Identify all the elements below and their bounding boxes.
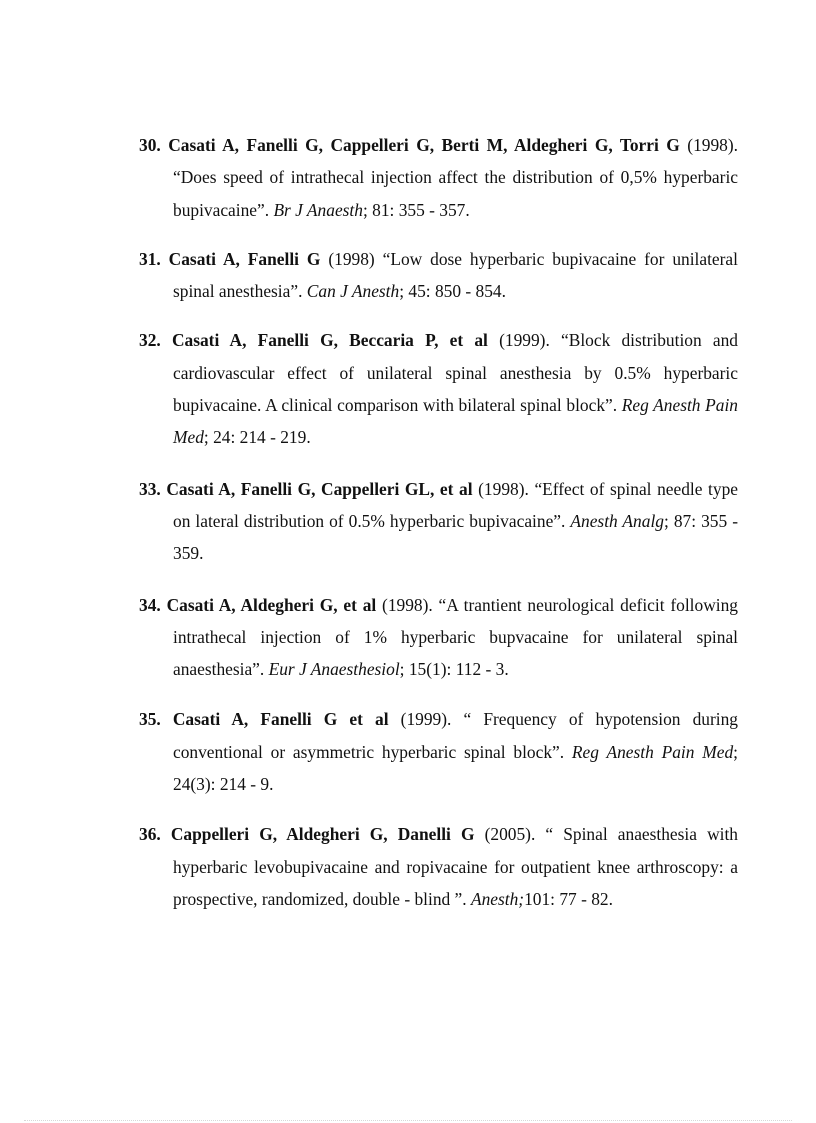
reference-journal: Br J Anaesth xyxy=(273,199,363,220)
reference-title: (1998) “Low dose hyperbaric bupivacaine for unilateral spinal anesthesia”. xyxy=(173,248,738,302)
reference-number: 34. xyxy=(139,594,161,615)
reference-citation: ; 81: 355 - 357. xyxy=(362,199,470,220)
reference-journal: Can J Anesth xyxy=(306,281,400,302)
reference-number: 33. xyxy=(139,478,161,499)
reference-item xyxy=(139,324,738,453)
reference-number: 35. xyxy=(139,709,161,730)
reference-journal: Reg Anesth Pain Med xyxy=(571,741,734,762)
reference-authors: Casati A, Fanelli G, Cappelleri G, Berti M, Aldegheri G, Torri G xyxy=(168,135,680,155)
reference-citation: ; 45: 850 - 854. xyxy=(399,281,506,302)
page-bottom-divider xyxy=(24,1120,792,1121)
reference-title: (1999). “Block distribution and cardiovascular effect of unilateral spinal anesthesia by 0.5% hyperbaric bupivacaine. A clinical comparison with bilateral spinal block”. xyxy=(173,330,738,416)
reference-title: (1998). “A trantient neurological deficit following intrathecal injection of 1% hyperbaric bupvacaine for unilateral spinal anaesthesia”. xyxy=(173,594,738,680)
reference-item xyxy=(139,589,738,686)
reference-number: 36. xyxy=(139,824,161,845)
reference-item xyxy=(139,129,738,226)
reference-authors: Casati A, Aldegheri G, et al xyxy=(166,594,377,615)
reference-citation: ; 24: 214 - 219. xyxy=(203,427,311,448)
reference-citation: ; 24(3): 214 - 9. xyxy=(173,741,739,795)
reference-list xyxy=(139,129,738,933)
reference-journal: Eur J Anaesthesiol xyxy=(268,659,400,680)
reference-title: (2005). “ Spinal anaesthesia with hyperbaric levobupivacaine and ropivacaine for outpatient knee arthroscopy: a prospective, randomized, double - blind ”. xyxy=(173,824,738,909)
reference-authors: Casati A, Fanelli G et al xyxy=(172,709,389,730)
reference-number: 31. xyxy=(139,248,161,269)
reference-journal: Reg Anesth Pain Med xyxy=(173,395,738,448)
reference-journal: Anesth; xyxy=(470,888,525,909)
reference-item xyxy=(139,818,738,915)
reference-authors: Casati A, Fanelli G, Cappelleri GL, et al xyxy=(166,478,473,499)
reference-citation: ; 15(1): 112 - 3. xyxy=(399,659,509,680)
reference-title: (1998). “Does speed of intrathecal injection affect the distribution of 0,5% hyperbaric bupivacaine”. xyxy=(173,135,739,220)
reference-title: (1999). “ Frequency of hypotension during conventional or asymmetric hyperbaric spinal block”. xyxy=(173,709,738,762)
reference-number: 32. xyxy=(139,330,161,351)
reference-number: 30. xyxy=(139,135,161,155)
reference-item xyxy=(139,473,738,570)
reference-citation: 101: 77 - 82. xyxy=(524,888,613,909)
reference-journal: Anesth Analg xyxy=(570,510,664,531)
reference-authors: Casati A, Fanelli G, Beccaria P, et al xyxy=(171,330,488,351)
reference-item xyxy=(139,243,738,308)
reference-authors: Casati A, Fanelli G xyxy=(168,248,321,269)
reference-citation: ; 87: 355 - 359. xyxy=(173,510,739,564)
reference-title: (1998). “Effect of spinal needle type on lateral distribution of 0.5% hyperbaric bupivacaine”. xyxy=(173,478,738,531)
reference-authors: Cappelleri G, Aldegheri G, Danelli G xyxy=(170,824,475,845)
reference-item xyxy=(139,703,738,800)
